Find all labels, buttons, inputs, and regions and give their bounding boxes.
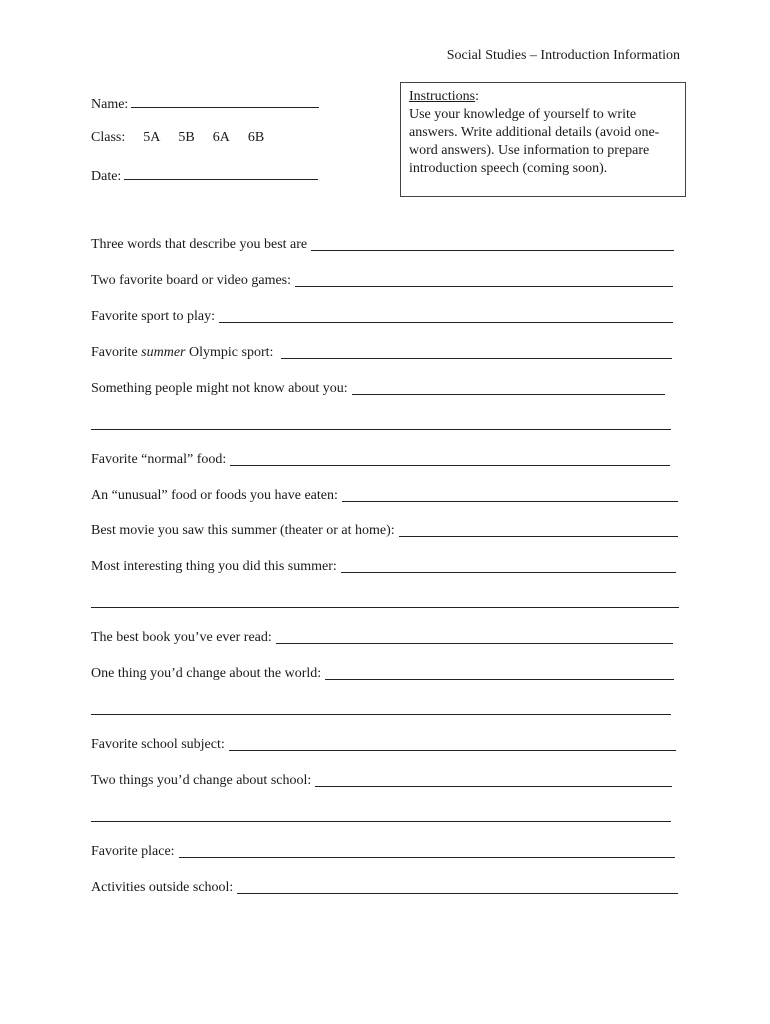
answer-line[interactable] [315, 785, 672, 787]
question-label: Most interesting thing you did this summer: [91, 559, 337, 574]
question-row-15 [91, 879, 678, 897]
answer-line[interactable] [341, 571, 676, 573]
answer-line[interactable] [276, 642, 673, 644]
answer-line-continued[interactable] [91, 607, 679, 608]
name-row [91, 93, 319, 114]
answer-line[interactable] [281, 357, 672, 359]
instructions-box [400, 82, 686, 197]
class-option-6b[interactable]: 6B [247, 130, 265, 145]
question-label-emphasis: summer [141, 345, 186, 360]
answer-line[interactable] [399, 535, 678, 537]
date-label: Date: [91, 169, 122, 184]
question-row-4 [91, 344, 672, 362]
answer-line[interactable] [230, 464, 670, 466]
question-row-2 [91, 272, 673, 290]
question-label: Activities outside school: [91, 880, 234, 895]
question-row-7 [91, 487, 678, 505]
answer-line-continued[interactable] [91, 714, 671, 715]
answer-line[interactable] [295, 285, 673, 287]
question-label: Favorite “normal” food: [91, 452, 227, 467]
name-field[interactable] [131, 93, 319, 108]
question-label-post: Olympic sport: [185, 345, 274, 360]
question-label-pre: Favorite [91, 345, 142, 360]
class-option-5b[interactable]: 5B [178, 130, 195, 145]
instructions-title: Instructions [409, 89, 476, 104]
answer-line[interactable] [179, 856, 675, 858]
question-row-1 [91, 236, 674, 254]
class-option-5a[interactable]: 5A [143, 130, 161, 145]
question-row-14 [91, 843, 675, 861]
question-row-11 [91, 665, 674, 683]
question-label: Favorite school subject: [91, 737, 225, 752]
answer-line[interactable] [229, 749, 676, 751]
question-row-6 [91, 451, 670, 469]
page-title: Social Studies – Introduction Information [446, 48, 680, 63]
answer-line[interactable] [325, 678, 674, 680]
question-row-5 [91, 380, 665, 398]
question-row-8 [91, 522, 678, 540]
answer-line-continued[interactable] [91, 429, 671, 430]
question-row-3 [91, 308, 673, 326]
question-label [91, 344, 273, 362]
question-label: An “unusual” food or foods you have eaten: [91, 488, 338, 503]
name-label: Name: [91, 97, 129, 112]
answer-line[interactable] [311, 249, 674, 251]
date-row [91, 165, 318, 186]
question-row-10 [91, 629, 673, 647]
instructions-text: Use your knowledge of yourself to write answers. Write additional details (avoid one-word answers). Use information to prepare introduction speech (coming soon). [409, 107, 660, 176]
question-row-9 [91, 558, 676, 576]
class-option-6a[interactable]: 6A [212, 130, 230, 145]
question-label: Favorite sport to play: [91, 309, 216, 324]
question-label: One thing you’d change about the world: [91, 666, 322, 681]
class-row [91, 129, 264, 147]
answer-line-continued[interactable] [91, 821, 671, 822]
date-field[interactable] [124, 165, 318, 180]
question-label: Two favorite board or video games: [91, 273, 292, 288]
answer-line[interactable] [352, 393, 665, 395]
question-label: Three words that describe you best are [91, 237, 308, 252]
answer-line[interactable] [342, 500, 678, 502]
question-label: The best book you’ve ever read: [91, 630, 272, 645]
answer-line[interactable] [219, 321, 673, 323]
question-label: Something people might not know about you: [91, 381, 348, 396]
question-label: Two things you’d change about school: [91, 773, 312, 788]
question-row-12 [91, 736, 676, 754]
question-row-13 [91, 772, 672, 790]
question-label: Best movie you saw this summer (theater or at home): [91, 523, 395, 538]
class-label: Class: [91, 130, 126, 145]
question-label: Favorite place: [91, 844, 175, 859]
answer-line[interactable] [237, 892, 678, 894]
instructions-colon: : [475, 89, 479, 104]
